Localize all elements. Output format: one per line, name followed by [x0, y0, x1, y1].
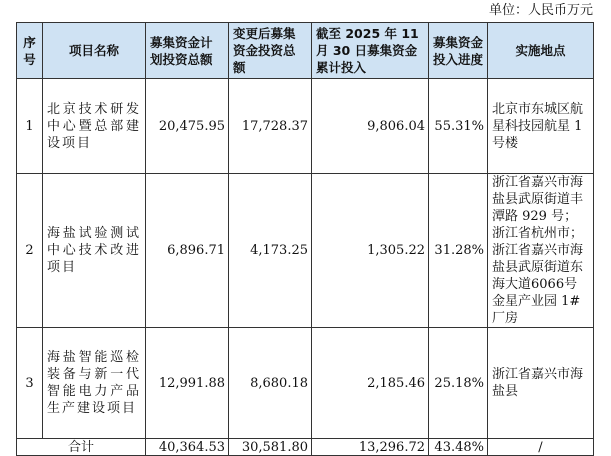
- row-cumulative: 1,305.22: [312, 174, 429, 328]
- total-cumulative: 13,296.72: [312, 439, 429, 456]
- row-seq: 3: [17, 328, 43, 439]
- header-seq: 序号: [17, 23, 43, 79]
- row-progress: 55.31%: [429, 79, 488, 174]
- row-progress: 31.28%: [429, 174, 488, 328]
- table-row: [17, 79, 594, 174]
- row-seq: 2: [17, 174, 43, 328]
- total-location: /: [488, 439, 594, 456]
- unit-label: 单位：人民币万元: [488, 3, 593, 18]
- row-planned: 6,896.71: [146, 174, 229, 328]
- row-location: 北京市东城区航星科技园航星 1 号楼: [488, 79, 594, 174]
- total-planned: 40,364.53: [146, 439, 229, 456]
- row-planned: 20,475.95: [146, 79, 229, 174]
- total-row: [17, 439, 594, 456]
- header-cumulative: 截至 2025 年 11 月 30 日募集资金累计投入: [312, 23, 429, 79]
- header-progress: 募集资金投入进度: [429, 23, 488, 79]
- row-location: 浙江省嘉兴市海盐县: [488, 328, 594, 439]
- total-progress: 43.48%: [429, 439, 488, 456]
- row-progress: 25.18%: [429, 328, 488, 439]
- row-project-name: 海盐试验测试中心技术改进项目: [43, 174, 146, 328]
- table-row: [17, 328, 594, 439]
- header-location: 实施地点: [488, 23, 594, 79]
- table-row: [17, 174, 594, 328]
- fund-usage-table: [16, 22, 594, 456]
- header-row: [17, 23, 594, 79]
- header-name: 项目名称: [43, 23, 146, 79]
- total-changed: 30,581.80: [229, 439, 312, 456]
- header-planned: 募集资金计划投资总额: [146, 23, 229, 79]
- row-location: 浙江省嘉兴市海盐县武原街道丰潭路 929 号；浙江省杭州市；浙江省嘉兴市海盐县武原街道东海大道6066号金星产业园 1#厂房: [488, 174, 594, 328]
- row-cumulative: 9,806.04: [312, 79, 429, 174]
- total-label: 合计: [17, 439, 146, 456]
- header-changed: 变更后募集资金投资总额: [229, 23, 312, 79]
- row-project-name: 北京技术研发中心暨总部建设项目: [43, 79, 146, 174]
- row-changed: 4,173.25: [229, 174, 312, 328]
- row-changed: 8,680.18: [229, 328, 312, 439]
- row-project-name: 海盐智能巡检装备与新一代智能电力产品生产建设项目: [43, 328, 146, 439]
- row-seq: 1: [17, 79, 43, 174]
- row-planned: 12,991.88: [146, 328, 229, 439]
- row-cumulative: 2,185.46: [312, 328, 429, 439]
- row-changed: 17,728.37: [229, 79, 312, 174]
